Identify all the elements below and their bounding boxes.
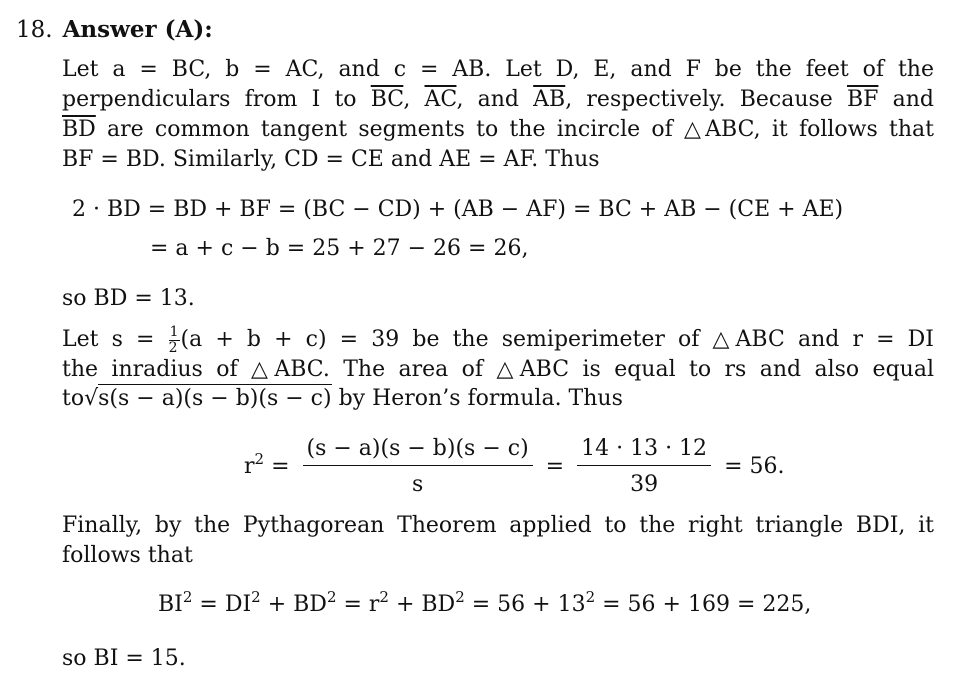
equals: = <box>545 453 565 479</box>
text: to <box>62 386 85 411</box>
segment-ac: $\overline{AC}$ <box>424 87 457 112</box>
para2-line3 <box>62 388 623 410</box>
text: by Heron’s formula. Thus <box>331 386 623 411</box>
segment-bf: $\overline{BF}$ <box>846 87 879 112</box>
para1-line1: Let a = BC, b = AC, and c = AB. Let D, E, and F be the feet of the <box>62 57 934 82</box>
exponent: 2 <box>585 588 596 606</box>
text: (a + b + c) = 39 be the semiperimeter of △ABC and r = DI <box>180 327 934 352</box>
para3-line1: Finally, by the Pythagorean Theorem applied to the right triangle BDI, it <box>62 513 934 538</box>
equation3 <box>158 588 812 617</box>
result: = 56. <box>724 453 785 479</box>
one-half-fraction <box>169 325 180 355</box>
radicand: s(s − a)(s − b)(s − c) <box>98 386 332 411</box>
equation1-line2: = a + c − b = 25 + 27 − 26 = 26, <box>150 236 529 261</box>
text: and <box>878 87 934 112</box>
para2-line2: the inradius of △ABC. The area of △ABC is equal to rs and also equal <box>62 357 934 382</box>
numeric-fraction <box>577 436 711 498</box>
exponent: 2 <box>182 588 193 606</box>
denominator: 39 <box>630 472 659 498</box>
text: , respectively. Because <box>565 87 847 112</box>
text: , and <box>456 87 534 112</box>
para1-line4: BF = BD. Similarly, CD = CE and AE = AF. Thus <box>62 147 600 172</box>
r-term: r <box>244 453 255 479</box>
square-root <box>84 388 331 410</box>
so-bi-line: so BI = 15. <box>62 646 186 671</box>
para1-line3 <box>62 119 934 141</box>
numerator: 14 · 13 · 12 <box>577 436 711 466</box>
para3-line2: follows that <box>62 543 193 568</box>
heron-fraction <box>303 436 533 498</box>
segment-ab: $\overline{AB}$ <box>533 87 566 112</box>
term: + BD <box>388 592 456 617</box>
text: perpendiculars from I to <box>62 87 371 112</box>
denominator: 2 <box>168 340 178 356</box>
problem-heading <box>16 18 213 42</box>
term: = r <box>336 592 380 617</box>
segment-bc: $\overline{BC}$ <box>370 87 404 112</box>
equation1-line1: 2 · BD = BD + BF = (BC − CD) + (AB − AF) = BC + AB − (CE + AE) <box>72 197 844 222</box>
exponent: 2 <box>251 588 261 606</box>
term: + BD <box>260 592 327 617</box>
numerator: 1 <box>169 324 179 340</box>
equals: = <box>271 453 290 479</box>
term: BI <box>158 592 183 617</box>
so-bd-line: so BD = 13. <box>62 286 195 311</box>
text: are common tangent segments to the incircle of △ABC, it follows that <box>95 117 934 142</box>
numerator: (s − a)(s − b)(s − c) <box>303 436 533 466</box>
exponent: 2 <box>254 449 265 468</box>
exponent: 2 <box>379 588 389 606</box>
segment-bd: $\overline{BD}$ <box>62 117 96 142</box>
problem-number: 18. <box>16 17 53 43</box>
para1-line2 <box>62 89 934 111</box>
exponent: 2 <box>326 588 337 606</box>
text: , <box>403 87 425 112</box>
para2-line1 <box>62 325 934 355</box>
radical-sign: √ <box>84 386 99 411</box>
denominator: s <box>411 472 424 498</box>
exponent: 2 <box>455 588 465 606</box>
text: Let s = <box>62 327 168 352</box>
equation2 <box>244 436 784 498</box>
term: = 56 + 169 = 225, <box>595 592 812 617</box>
answer-title: Answer (A): <box>62 16 213 43</box>
term: = DI <box>192 592 252 617</box>
term: = 56 + 13 <box>464 592 586 617</box>
